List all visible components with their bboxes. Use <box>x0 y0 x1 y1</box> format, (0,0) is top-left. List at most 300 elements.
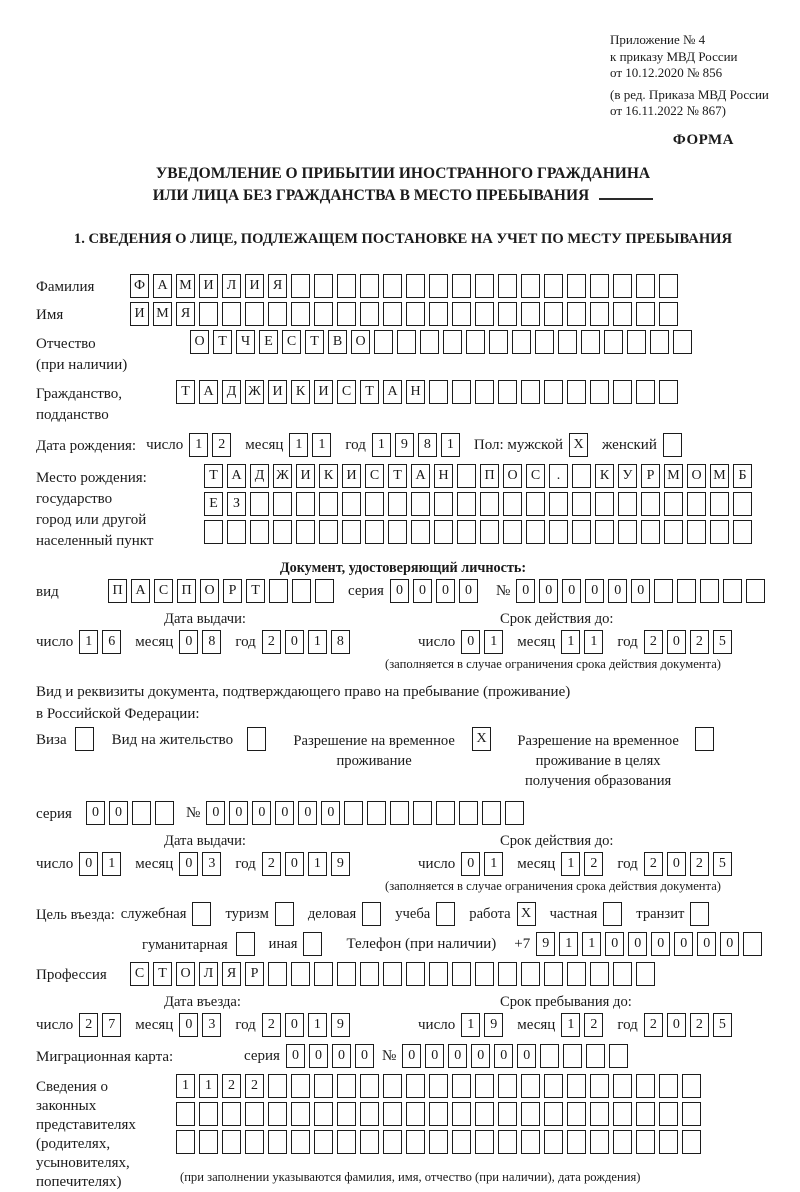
char-box[interactable] <box>521 1130 540 1154</box>
char-box[interactable] <box>406 962 425 986</box>
char-box[interactable] <box>291 1102 310 1126</box>
char-box[interactable] <box>429 1102 448 1126</box>
char-box[interactable] <box>682 1074 701 1098</box>
char-box[interactable] <box>567 1130 586 1154</box>
char-box[interactable] <box>452 962 471 986</box>
char-box[interactable] <box>132 801 151 825</box>
char-box[interactable] <box>429 1074 448 1098</box>
char-box[interactable]: Ж <box>273 464 292 488</box>
checkbox-sluzhebnaya[interactable] <box>192 902 211 926</box>
char-box[interactable]: 0 <box>402 1044 421 1068</box>
char-box[interactable] <box>627 330 646 354</box>
char-box[interactable]: А <box>227 464 246 488</box>
char-box[interactable] <box>344 801 363 825</box>
char-box[interactable]: М <box>664 464 683 488</box>
char-box[interactable] <box>388 520 407 544</box>
char-box[interactable] <box>613 380 632 404</box>
char-box[interactable] <box>567 1074 586 1098</box>
char-box[interactable]: О <box>190 330 209 354</box>
char-box[interactable]: Ч <box>236 330 255 354</box>
char-box[interactable] <box>590 1130 609 1154</box>
char-box[interactable]: 0 <box>667 1013 686 1037</box>
char-box[interactable]: И <box>268 380 287 404</box>
char-box[interactable] <box>521 274 540 298</box>
char-box[interactable]: 0 <box>390 579 409 603</box>
checkbox-male[interactable]: X <box>569 433 588 457</box>
char-box[interactable] <box>222 1130 241 1154</box>
char-box[interactable] <box>498 962 517 986</box>
char-box[interactable] <box>572 520 591 544</box>
char-box[interactable]: 1 <box>461 1013 480 1037</box>
char-box[interactable] <box>544 1130 563 1154</box>
char-box[interactable]: 9 <box>484 1013 503 1037</box>
char-box[interactable] <box>710 520 729 544</box>
char-box[interactable]: 0 <box>285 630 304 654</box>
char-box[interactable]: 1 <box>582 932 601 956</box>
char-box[interactable] <box>459 801 478 825</box>
char-box[interactable] <box>567 274 586 298</box>
char-box[interactable] <box>618 492 637 516</box>
char-box[interactable] <box>700 579 719 603</box>
char-box[interactable]: Л <box>222 274 241 298</box>
char-box[interactable]: 2 <box>690 630 709 654</box>
char-box[interactable]: 0 <box>436 579 455 603</box>
char-box[interactable] <box>374 330 393 354</box>
char-box[interactable] <box>457 464 476 488</box>
char-box[interactable]: 0 <box>285 1013 304 1037</box>
char-box[interactable] <box>360 1074 379 1098</box>
char-box[interactable]: 0 <box>697 932 716 956</box>
char-box[interactable]: Р <box>641 464 660 488</box>
char-box[interactable] <box>544 962 563 986</box>
char-box[interactable]: С <box>526 464 545 488</box>
char-box[interactable]: Т <box>388 464 407 488</box>
char-box[interactable]: К <box>595 464 614 488</box>
char-box[interactable]: 2 <box>584 852 603 876</box>
char-box[interactable]: 2 <box>212 433 231 457</box>
char-box[interactable]: С <box>130 962 149 986</box>
char-box[interactable] <box>222 1102 241 1126</box>
char-box[interactable]: 0 <box>720 932 739 956</box>
char-box[interactable] <box>595 492 614 516</box>
char-box[interactable] <box>558 330 577 354</box>
checkbox-turizm[interactable] <box>275 902 294 926</box>
char-box[interactable]: 0 <box>425 1044 444 1068</box>
char-box[interactable] <box>319 492 338 516</box>
char-box[interactable] <box>383 1130 402 1154</box>
char-box[interactable] <box>609 1044 628 1068</box>
char-box[interactable]: 5 <box>713 852 732 876</box>
checkbox-tranzit[interactable] <box>690 902 709 926</box>
char-box[interactable] <box>618 520 637 544</box>
char-box[interactable]: Н <box>406 380 425 404</box>
char-box[interactable] <box>540 1044 559 1068</box>
checkbox-residence-permit[interactable] <box>247 727 266 751</box>
char-box[interactable]: И <box>314 380 333 404</box>
char-box[interactable] <box>314 302 333 326</box>
char-box[interactable]: Е <box>204 492 223 516</box>
char-box[interactable]: 1 <box>308 630 327 654</box>
char-box[interactable] <box>411 492 430 516</box>
char-box[interactable]: 1 <box>441 433 460 457</box>
char-box[interactable]: О <box>687 464 706 488</box>
char-box[interactable] <box>664 520 683 544</box>
char-box[interactable] <box>406 1102 425 1126</box>
char-box[interactable]: И <box>296 464 315 488</box>
char-box[interactable]: 0 <box>179 630 198 654</box>
char-box[interactable]: 1 <box>189 433 208 457</box>
char-box[interactable] <box>636 302 655 326</box>
char-box[interactable]: И <box>199 274 218 298</box>
char-box[interactable] <box>434 520 453 544</box>
char-box[interactable] <box>475 302 494 326</box>
char-box[interactable]: С <box>282 330 301 354</box>
char-box[interactable] <box>273 520 292 544</box>
char-box[interactable] <box>673 330 692 354</box>
char-box[interactable] <box>521 962 540 986</box>
char-box[interactable] <box>314 962 333 986</box>
char-box[interactable] <box>452 380 471 404</box>
char-box[interactable] <box>682 1130 701 1154</box>
char-box[interactable] <box>397 330 416 354</box>
char-box[interactable]: 1 <box>484 630 503 654</box>
char-box[interactable]: 0 <box>355 1044 374 1068</box>
char-box[interactable] <box>482 801 501 825</box>
char-box[interactable]: 2 <box>644 1013 663 1037</box>
char-box[interactable] <box>613 1074 632 1098</box>
char-box[interactable]: 1 <box>289 433 308 457</box>
char-box[interactable] <box>291 1074 310 1098</box>
char-box[interactable] <box>245 1102 264 1126</box>
char-box[interactable] <box>659 1102 678 1126</box>
char-box[interactable] <box>636 274 655 298</box>
char-box[interactable] <box>314 1130 333 1154</box>
char-box[interactable] <box>314 1102 333 1126</box>
checkbox-rvp[interactable]: X <box>472 727 491 751</box>
char-box[interactable] <box>383 274 402 298</box>
char-box[interactable] <box>429 380 448 404</box>
checkbox-rvp-education[interactable] <box>695 727 714 751</box>
char-box[interactable] <box>664 492 683 516</box>
char-box[interactable] <box>475 380 494 404</box>
char-box[interactable]: 2 <box>262 630 281 654</box>
char-box[interactable] <box>613 1102 632 1126</box>
char-box[interactable] <box>420 330 439 354</box>
char-box[interactable] <box>429 962 448 986</box>
char-box[interactable] <box>314 274 333 298</box>
char-box[interactable] <box>457 492 476 516</box>
char-box[interactable] <box>406 302 425 326</box>
char-box[interactable]: 0 <box>516 579 535 603</box>
char-box[interactable] <box>452 302 471 326</box>
char-box[interactable] <box>512 330 531 354</box>
char-box[interactable] <box>367 801 386 825</box>
char-box[interactable] <box>457 520 476 544</box>
char-box[interactable]: 1 <box>561 852 580 876</box>
char-box[interactable]: С <box>154 579 173 603</box>
char-box[interactable] <box>572 464 591 488</box>
char-box[interactable] <box>291 962 310 986</box>
char-box[interactable] <box>733 492 752 516</box>
char-box[interactable]: 2 <box>690 852 709 876</box>
char-box[interactable] <box>199 1130 218 1154</box>
char-box[interactable]: А <box>131 579 150 603</box>
char-box[interactable]: 0 <box>674 932 693 956</box>
char-box[interactable]: 0 <box>494 1044 513 1068</box>
char-box[interactable]: Т <box>176 380 195 404</box>
char-box[interactable] <box>365 492 384 516</box>
char-box[interactable] <box>296 492 315 516</box>
char-box[interactable]: М <box>710 464 729 488</box>
char-box[interactable]: 7 <box>102 1013 121 1037</box>
char-box[interactable] <box>567 1102 586 1126</box>
char-box[interactable]: У <box>618 464 637 488</box>
char-box[interactable] <box>268 302 287 326</box>
char-box[interactable] <box>505 801 524 825</box>
char-box[interactable]: 0 <box>631 579 650 603</box>
char-box[interactable]: Ф <box>130 274 149 298</box>
char-box[interactable]: 0 <box>539 579 558 603</box>
char-box[interactable] <box>521 380 540 404</box>
char-box[interactable]: 2 <box>644 852 663 876</box>
char-box[interactable] <box>641 520 660 544</box>
char-box[interactable]: 0 <box>608 579 627 603</box>
char-box[interactable] <box>227 520 246 544</box>
char-box[interactable] <box>406 1074 425 1098</box>
char-box[interactable]: Я <box>222 962 241 986</box>
char-box[interactable] <box>273 492 292 516</box>
char-box[interactable]: 0 <box>86 801 105 825</box>
char-box[interactable]: 1 <box>584 630 603 654</box>
char-box[interactable]: 0 <box>471 1044 490 1068</box>
char-box[interactable]: 0 <box>309 1044 328 1068</box>
checkbox-ucheba[interactable] <box>436 902 455 926</box>
char-box[interactable] <box>413 801 432 825</box>
char-box[interactable]: Н <box>434 464 453 488</box>
char-box[interactable] <box>250 492 269 516</box>
char-box[interactable] <box>475 1102 494 1126</box>
char-box[interactable]: 2 <box>690 1013 709 1037</box>
char-box[interactable] <box>567 380 586 404</box>
char-box[interactable]: 9 <box>331 852 350 876</box>
char-box[interactable] <box>360 274 379 298</box>
char-box[interactable] <box>268 962 287 986</box>
char-box[interactable]: О <box>351 330 370 354</box>
char-box[interactable] <box>222 302 241 326</box>
char-box[interactable]: О <box>176 962 195 986</box>
char-box[interactable]: 1 <box>559 932 578 956</box>
char-box[interactable]: Т <box>246 579 265 603</box>
char-box[interactable] <box>452 1130 471 1154</box>
char-box[interactable] <box>636 962 655 986</box>
char-box[interactable] <box>746 579 765 603</box>
char-box[interactable] <box>526 520 545 544</box>
char-box[interactable] <box>687 492 706 516</box>
char-box[interactable] <box>176 1102 195 1126</box>
char-box[interactable]: 8 <box>418 433 437 457</box>
char-box[interactable]: 0 <box>461 630 480 654</box>
char-box[interactable] <box>498 1074 517 1098</box>
char-box[interactable] <box>245 302 264 326</box>
char-box[interactable]: 9 <box>536 932 555 956</box>
char-box[interactable]: 0 <box>285 852 304 876</box>
char-box[interactable] <box>475 1074 494 1098</box>
char-box[interactable] <box>604 330 623 354</box>
title-blank-line[interactable] <box>599 188 653 200</box>
char-box[interactable]: 0 <box>286 1044 305 1068</box>
char-box[interactable] <box>199 1102 218 1126</box>
char-box[interactable] <box>411 520 430 544</box>
char-box[interactable]: Д <box>222 380 241 404</box>
char-box[interactable] <box>360 962 379 986</box>
char-box[interactable]: Ж <box>245 380 264 404</box>
char-box[interactable] <box>613 274 632 298</box>
char-box[interactable] <box>590 1074 609 1098</box>
char-box[interactable] <box>636 1102 655 1126</box>
char-box[interactable]: 2 <box>262 1013 281 1037</box>
char-box[interactable] <box>296 520 315 544</box>
char-box[interactable]: 0 <box>461 852 480 876</box>
char-box[interactable] <box>475 962 494 986</box>
char-box[interactable] <box>434 492 453 516</box>
char-box[interactable] <box>429 302 448 326</box>
char-box[interactable]: К <box>319 464 338 488</box>
char-box[interactable]: 1 <box>561 630 580 654</box>
char-box[interactable] <box>314 1074 333 1098</box>
char-box[interactable] <box>383 962 402 986</box>
char-box[interactable] <box>544 274 563 298</box>
char-box[interactable] <box>549 520 568 544</box>
char-box[interactable] <box>268 1074 287 1098</box>
char-box[interactable]: 2 <box>222 1074 241 1098</box>
char-box[interactable] <box>659 302 678 326</box>
char-box[interactable]: 3 <box>202 852 221 876</box>
char-box[interactable] <box>337 274 356 298</box>
char-box[interactable]: Т <box>204 464 223 488</box>
char-box[interactable] <box>429 1130 448 1154</box>
checkbox-inaya[interactable] <box>303 932 322 956</box>
char-box[interactable] <box>268 1130 287 1154</box>
char-box[interactable] <box>319 520 338 544</box>
char-box[interactable] <box>489 330 508 354</box>
char-box[interactable] <box>337 962 356 986</box>
char-box[interactable]: Б <box>733 464 752 488</box>
char-box[interactable]: М <box>153 302 172 326</box>
char-box[interactable]: В <box>328 330 347 354</box>
char-box[interactable] <box>390 801 409 825</box>
char-box[interactable]: А <box>153 274 172 298</box>
char-box[interactable] <box>360 302 379 326</box>
char-box[interactable]: 0 <box>206 801 225 825</box>
char-box[interactable] <box>521 302 540 326</box>
char-box[interactable]: О <box>200 579 219 603</box>
char-box[interactable] <box>466 330 485 354</box>
char-box[interactable] <box>498 1102 517 1126</box>
char-box[interactable] <box>291 274 310 298</box>
char-box[interactable] <box>677 579 696 603</box>
char-box[interactable] <box>549 492 568 516</box>
char-box[interactable] <box>383 302 402 326</box>
char-box[interactable]: 0 <box>109 801 128 825</box>
checkbox-gumanitarnaya[interactable] <box>236 932 255 956</box>
char-box[interactable] <box>365 520 384 544</box>
checkbox-visa[interactable] <box>75 727 94 751</box>
char-box[interactable]: 0 <box>448 1044 467 1068</box>
char-box[interactable] <box>452 1074 471 1098</box>
char-box[interactable] <box>613 962 632 986</box>
char-box[interactable] <box>682 1102 701 1126</box>
char-box[interactable] <box>521 1074 540 1098</box>
char-box[interactable] <box>452 274 471 298</box>
char-box[interactable] <box>590 962 609 986</box>
char-box[interactable] <box>636 1074 655 1098</box>
char-box[interactable] <box>567 302 586 326</box>
char-box[interactable] <box>710 492 729 516</box>
char-box[interactable] <box>342 520 361 544</box>
char-box[interactable]: 0 <box>179 1013 198 1037</box>
char-box[interactable] <box>155 801 174 825</box>
char-box[interactable] <box>498 1130 517 1154</box>
char-box[interactable]: 8 <box>331 630 350 654</box>
char-box[interactable]: 2 <box>245 1074 264 1098</box>
char-box[interactable]: Т <box>213 330 232 354</box>
char-box[interactable]: 1 <box>484 852 503 876</box>
char-box[interactable]: 0 <box>585 579 604 603</box>
char-box[interactable] <box>480 492 499 516</box>
char-box[interactable] <box>337 1102 356 1126</box>
char-box[interactable] <box>498 302 517 326</box>
char-box[interactable]: 0 <box>628 932 647 956</box>
char-box[interactable]: 9 <box>331 1013 350 1037</box>
char-box[interactable] <box>581 330 600 354</box>
char-box[interactable]: К <box>291 380 310 404</box>
char-box[interactable]: Р <box>245 962 264 986</box>
checkbox-rabota[interactable]: X <box>517 902 536 926</box>
char-box[interactable]: 0 <box>667 630 686 654</box>
char-box[interactable]: 2 <box>262 852 281 876</box>
char-box[interactable] <box>250 520 269 544</box>
char-box[interactable]: Т <box>360 380 379 404</box>
char-box[interactable]: И <box>130 302 149 326</box>
char-box[interactable]: А <box>411 464 430 488</box>
char-box[interactable] <box>176 1130 195 1154</box>
char-box[interactable] <box>337 1130 356 1154</box>
char-box[interactable]: 1 <box>102 852 121 876</box>
char-box[interactable]: 2 <box>644 630 663 654</box>
char-box[interactable]: 5 <box>713 630 732 654</box>
char-box[interactable]: 1 <box>312 433 331 457</box>
char-box[interactable] <box>723 579 742 603</box>
char-box[interactable] <box>544 1074 563 1098</box>
char-box[interactable]: 0 <box>562 579 581 603</box>
char-box[interactable] <box>245 1130 264 1154</box>
char-box[interactable]: С <box>365 464 384 488</box>
char-box[interactable]: С <box>337 380 356 404</box>
char-box[interactable] <box>659 380 678 404</box>
char-box[interactable] <box>360 1102 379 1126</box>
char-box[interactable] <box>613 1130 632 1154</box>
char-box[interactable] <box>204 520 223 544</box>
char-box[interactable]: М <box>176 274 195 298</box>
char-box[interactable]: . <box>549 464 568 488</box>
char-box[interactable]: 8 <box>202 630 221 654</box>
char-box[interactable]: З <box>227 492 246 516</box>
char-box[interactable]: 1 <box>308 852 327 876</box>
char-box[interactable]: 0 <box>275 801 294 825</box>
char-box[interactable]: П <box>177 579 196 603</box>
char-box[interactable]: П <box>480 464 499 488</box>
char-box[interactable] <box>383 1074 402 1098</box>
